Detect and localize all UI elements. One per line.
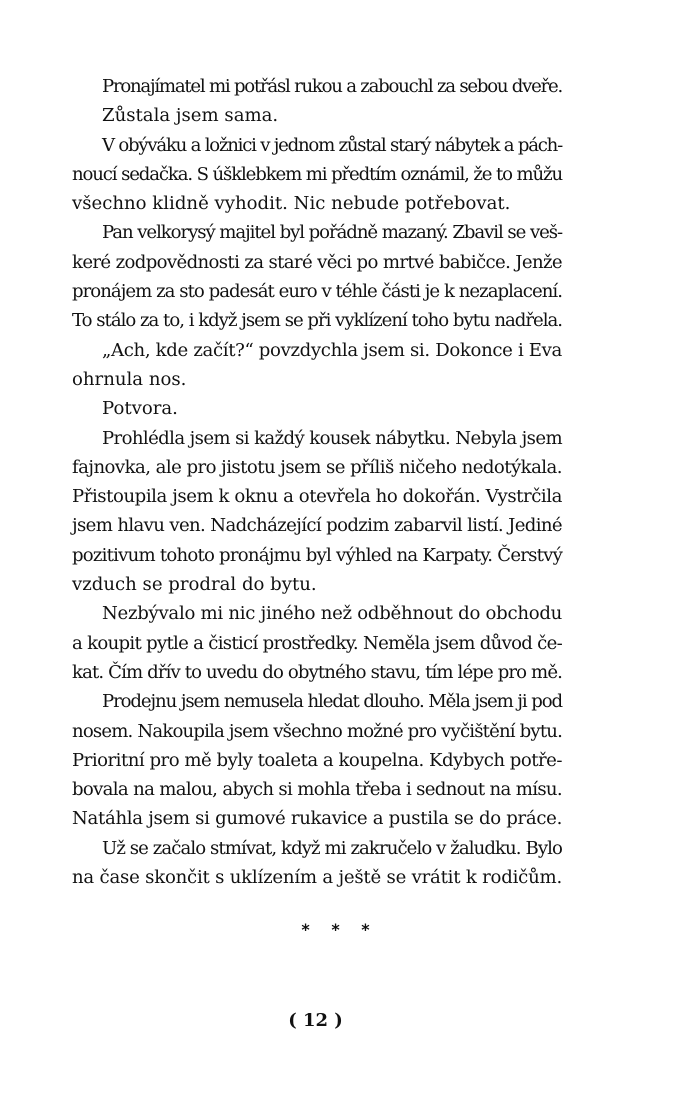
text-line: a koupit pytle a čisticí prostředky. Neměla jsem důvod če- [72,632,563,654]
text-line: pozitivum tohoto pronájmu byl výhled na Karpaty. Čerstvý [72,544,563,566]
paragraph [72,218,562,335]
text-line: pronájem za sto padesát euro v téhle části je k nezaplacení. [72,281,562,303]
page-body [72,72,562,892]
paragraph [72,687,562,833]
text-line: Pronajímatel mi potřásl rukou a zabouchl za sebou dveře. [102,76,563,97]
text-line: Přistoupila jsem k oknu a otevřela ho dokořán. Vystrčila [72,486,562,508]
text-line: fajnovka, ale pro jistotu jsem se příliš ničeho nedotýkala. [72,456,562,478]
paragraph [72,424,562,600]
text-line: Potvora. [102,398,178,420]
text-line: všechno klidně vyhodit. Nic nebude potřebovat. [72,193,511,215]
text-line: keré zodpovědnosti za staré věci po mrtvé babičce. Jenže [72,251,562,273]
text-line: nosem. Nakoupila jsem všechno možné pro vyčištění bytu. [72,720,563,742]
paragraph [72,336,562,395]
paragraph [72,599,562,687]
text-line: Prohlédla jsem si každý kousek nábytku. Nebyla jsem [102,427,562,449]
text-line: Natáhla jsem si gumové rukavice a pustila se do práce. [72,808,563,830]
text-line: V obýváku a ložnici v jednom zůstal starý nábytek a pách- [102,134,562,156]
text-line: ohrnula nos. [72,368,187,390]
paragraph [72,101,562,130]
text-line: To stálo za to, i když jsem se při vyklízení toho bytu nadřela. [72,310,562,332]
section-separator: * * * [301,920,378,939]
text-line: jsem hlavu ven. Nadcházející podzim zabarvil listí. Jediné [72,515,562,537]
text-line: Prioritní pro mě byly toaleta a koupelna. Kdybych potře- [72,749,563,771]
paragraph [72,394,562,423]
text-line: Zůstala jsem sama. [102,105,279,127]
paragraph [72,72,562,101]
text-line: „Ach, kde začít?“ povzdychla jsem si. Dokonce i Eva [102,339,563,361]
text-line: bovala na malou, abych si mohla třeba i sednout na mísu. [72,779,562,801]
paragraph [72,131,562,219]
text-line: Pan velkorysý majitel byl pořádně mazaný. Zbavil se veš- [102,222,563,244]
text-line: Už se začalo stmívat, když mi zakručelo v žaludku. Bylo [102,837,562,859]
text-line: na čase skončit s uklízením a ještě se vrátit k rodičům. [72,867,562,889]
text-line: vzduch se prodral do bytu. [72,574,317,596]
text-line: Prodejnu jsem nemusela hledat dlouho. Měla jsem ji pod [102,691,563,713]
paragraph [72,834,562,893]
page-number: ( 12 ) [288,1010,343,1031]
text-line: Nezbývalo mi nic jiného než odběhnout do obchodu [102,603,563,625]
text-line: noucí sedačka. S úšklebkem mi předtím oznámil, že to můžu [72,163,562,185]
text-line: kat. Čím dřív to uvedu do obytného stavu, tím lépe pro mě. [72,661,563,683]
